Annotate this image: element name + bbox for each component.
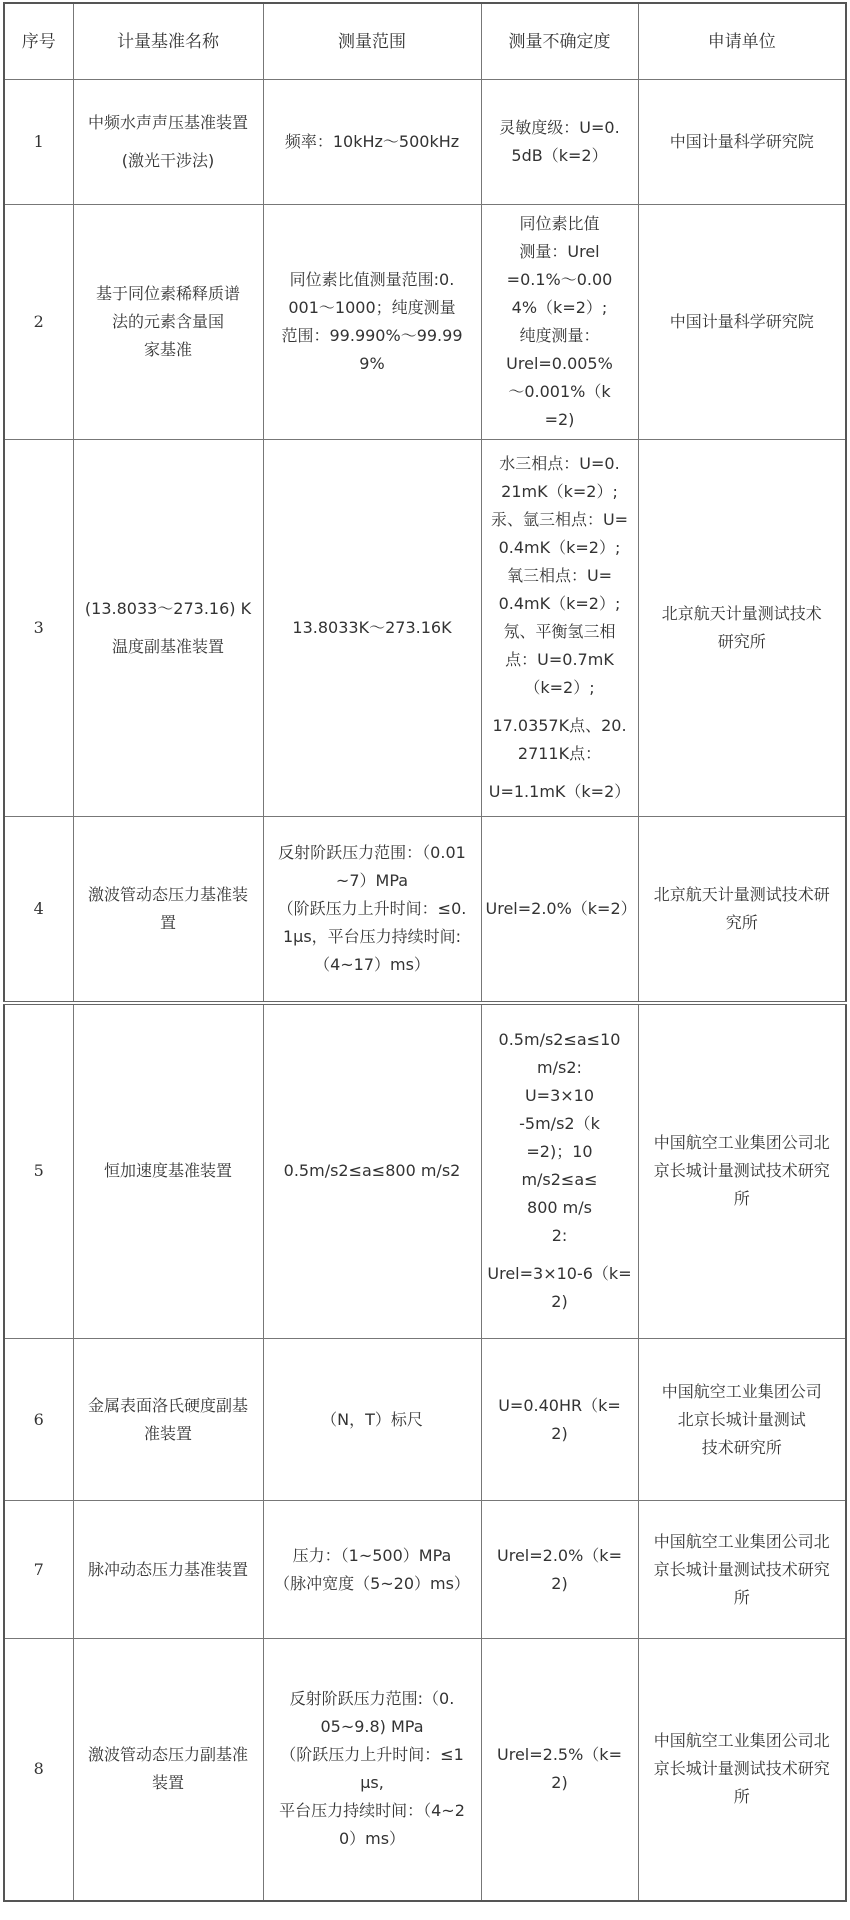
row-range	[263, 1501, 481, 1639]
unit-line: 北京航天计量测试技术	[661, 604, 822, 623]
range-line: 001～1000；纯度测量	[288, 298, 456, 317]
unit-line: 京长城计量测试技术研究	[653, 1161, 830, 1181]
row-uncertainty	[481, 440, 638, 817]
name-line: 脉冲动态压力基准装置	[87, 1559, 248, 1579]
name-line: 温度副基准装置	[111, 637, 224, 656]
uncertainty-line: 17.0357K点、20.	[492, 716, 627, 735]
uncertainty-line: 点：U=0.7mK	[505, 650, 614, 669]
row-name	[73, 817, 263, 1003]
row-unit	[638, 80, 846, 205]
uncertainty-line: 氧三相点：U=	[506, 566, 613, 585]
name-line: 装置	[151, 1773, 184, 1793]
unit-line: 研究所	[717, 632, 766, 651]
row-no: 7	[4, 1501, 73, 1639]
uncertainty-line: ～0.001%（k	[508, 382, 611, 401]
unit-line: 所	[733, 1587, 750, 1607]
row-unit	[638, 205, 846, 440]
row-uncertainty	[481, 1639, 638, 1901]
range-line: 0.5m/s2≤a≤800 m/s2	[283, 1161, 461, 1181]
name-line: 激波管动态压力基准装	[87, 884, 248, 904]
uncertainty-line: 21mK（k=2）;	[501, 482, 618, 501]
uncertainty-line: 灵敏度级：U=0.	[499, 118, 620, 137]
uncertainty-line: 0.4mK（k=2）;	[498, 594, 621, 613]
uncertainty-line: =0.1%～0.00	[506, 270, 613, 289]
uncertainty-line: 纯度测量：	[519, 326, 600, 345]
range-line: 9%	[359, 354, 385, 373]
header-range: 测量范围	[263, 3, 481, 80]
uncertainty-line: 2)	[551, 1423, 568, 1443]
row-range	[263, 205, 481, 440]
row-no: 5	[4, 1003, 73, 1339]
name-line: 激波管动态压力副基准	[87, 1745, 248, 1765]
unit-line: 北京长城计量测试	[677, 1409, 806, 1429]
uncertainty-line: 2)	[551, 1773, 568, 1793]
row-range	[263, 1003, 481, 1339]
row-name	[73, 1339, 263, 1501]
row-name	[73, 80, 263, 205]
range-line: 平台压力持续时间：（4~2	[279, 1801, 465, 1821]
range-line: 1μs，平台压力持续时间:	[282, 926, 462, 946]
table-row	[4, 1339, 846, 1501]
range-line: ~7）MPa	[335, 870, 409, 890]
row-uncertainty	[481, 80, 638, 205]
row-no: 6	[4, 1339, 73, 1501]
table-row	[4, 80, 846, 205]
range-line: 频率：10kHz～500kHz	[284, 132, 460, 151]
uncertainty-line: 2:	[551, 1226, 568, 1246]
row-no: 4	[4, 817, 73, 1003]
uncertainty-line: U=1.1mK（k=2）	[488, 782, 631, 801]
uncertainty-line: U=3×10	[524, 1086, 595, 1106]
name-line: 家基准	[143, 340, 192, 359]
uncertainty-line: 2)	[551, 1292, 568, 1312]
unit-line: 京长城计量测试技术研究	[653, 1559, 830, 1579]
uncertainty-line: 0.4mK（k=2）;	[498, 538, 621, 557]
range-line: （阶跃压力上升时间：≤0.	[277, 898, 467, 918]
row-name	[73, 440, 263, 817]
row-uncertainty	[481, 1501, 638, 1639]
row-uncertainty	[481, 1003, 638, 1339]
table-row	[4, 205, 846, 440]
uncertainty-line: m/s2≤a≤	[521, 1170, 598, 1190]
unit-line: 所	[733, 1189, 750, 1209]
uncertainty-line: 氖、平衡氢三相	[503, 622, 616, 641]
uncertainty-line: Urel=0.005%	[506, 354, 613, 373]
row-uncertainty	[481, 1339, 638, 1501]
uncertainty-line: 0.5m/s2≤a≤10	[498, 1030, 621, 1050]
table-row	[4, 1501, 846, 1639]
unit-line: 中国计量科学研究院	[669, 312, 814, 331]
uncertainty-line: -5m/s2（k	[519, 1114, 600, 1134]
uncertainty-line: 4%（k=2）;	[511, 298, 608, 317]
unit-line: 中国航空工业集团公司北	[653, 1731, 830, 1751]
unit-line: 北京航天计量测试技术研	[653, 884, 830, 904]
uncertainty-line: =2)；10	[526, 1142, 593, 1162]
name-line: 准装置	[143, 1423, 192, 1443]
name-line: (13.8033～273.16) K	[84, 599, 252, 618]
table-row	[4, 440, 846, 817]
unit-line: 中国航空工业集团公司北	[653, 1133, 830, 1153]
uncertainty-line: Urel=2.5%（k=	[497, 1745, 622, 1765]
range-line: （N，T）标尺	[321, 1409, 423, 1429]
uncertainty-line: Urel=2.0%（k=2）	[485, 898, 637, 918]
unit-line: 究所	[725, 912, 758, 932]
row-range	[263, 440, 481, 817]
uncertainty-line: Urel=3×10-6（k=	[487, 1264, 632, 1284]
range-line: 0）ms）	[338, 1829, 406, 1849]
row-name	[73, 1639, 263, 1901]
uncertainty-line: 汞、氩三相点：U=	[490, 510, 629, 529]
range-line: 13.8033K～273.16K	[292, 618, 452, 637]
range-line: 压力：（1~500）MPa	[292, 1545, 452, 1565]
header-name: 计量基准名称	[73, 3, 263, 80]
header-unit: 申请单位	[638, 3, 846, 80]
uncertainty-line: 水三相点：U=0.	[499, 454, 620, 473]
name-line: 恒加速度基准装置	[103, 1161, 232, 1181]
name-line: 法的元素含量国	[111, 312, 224, 331]
uncertainty-line: 2)	[551, 1573, 568, 1593]
unit-line: 中国计量科学研究院	[669, 132, 814, 151]
header-row	[4, 3, 846, 80]
name-line: 置	[159, 912, 176, 932]
row-unit	[638, 1003, 846, 1339]
name-line: (激光干涉法)	[121, 151, 215, 170]
unit-line: 中国航空工业集团公司北	[653, 1531, 830, 1551]
uncertainty-line: 5dB（k=2）	[511, 146, 608, 165]
range-line: （阶跃压力上升时间：≤1	[280, 1745, 464, 1765]
row-no: 3	[4, 440, 73, 817]
range-line: 同位素比值测量范围:0.	[289, 270, 455, 289]
row-unit	[638, 1501, 846, 1639]
uncertainty-line: 测量：Urel	[519, 242, 600, 261]
row-uncertainty	[481, 205, 638, 440]
row-unit	[638, 440, 846, 817]
row-name	[73, 1003, 263, 1339]
range-line: 反射阶跃压力范围:（0.	[289, 1689, 455, 1709]
uncertainty-line: 800 m/s	[527, 1198, 592, 1218]
row-unit	[638, 1639, 846, 1901]
row-no: 2	[4, 205, 73, 440]
range-line: 范围：99.990%～99.99	[281, 326, 463, 345]
uncertainty-line: （k=2）;	[524, 678, 595, 697]
range-line: （4~17）ms）	[314, 954, 430, 974]
range-line: 反射阶跃压力范围：（0.01	[278, 842, 466, 862]
row-range	[263, 80, 481, 205]
uncertainty-line: U=0.40HR（k=	[498, 1395, 621, 1415]
uncertainty-line: 2711K点：	[517, 744, 602, 763]
range-line: （脉冲宽度（5~20）ms）	[274, 1573, 470, 1593]
header-no: 序号	[4, 3, 73, 80]
header-uncertainty: 测量不确定度	[481, 3, 638, 80]
row-range	[263, 817, 481, 1003]
name-line: 基于同位素稀释质谱	[95, 284, 240, 303]
name-line: 金属表面洛氏硬度副基	[87, 1395, 248, 1415]
table-row	[4, 817, 846, 1003]
row-no: 8	[4, 1639, 73, 1901]
range-line: μs,	[360, 1773, 384, 1793]
range-line: 05~9.8) MPa	[320, 1717, 424, 1737]
unit-line: 中国航空工业集团公司	[661, 1381, 822, 1401]
row-name	[73, 1501, 263, 1639]
unit-line: 技术研究所	[701, 1437, 782, 1457]
uncertainty-line: Urel=2.0%（k=	[497, 1545, 622, 1565]
name-line: 中频水声声压基准装置	[87, 113, 248, 132]
table-row	[4, 1003, 846, 1339]
row-range	[263, 1339, 481, 1501]
uncertainty-line: 同位素比值	[519, 214, 600, 233]
uncertainty-line: =2)	[544, 410, 575, 429]
standards-table	[3, 2, 847, 1902]
table-row	[4, 1639, 846, 1901]
row-no: 1	[4, 80, 73, 205]
row-range	[263, 1639, 481, 1901]
row-unit	[638, 817, 846, 1003]
row-name	[73, 205, 263, 440]
unit-line: 京长城计量测试技术研究	[653, 1759, 830, 1779]
unit-line: 所	[733, 1787, 750, 1807]
row-uncertainty	[481, 817, 638, 1003]
uncertainty-line: m/s2:	[537, 1058, 582, 1078]
row-unit	[638, 1339, 846, 1501]
